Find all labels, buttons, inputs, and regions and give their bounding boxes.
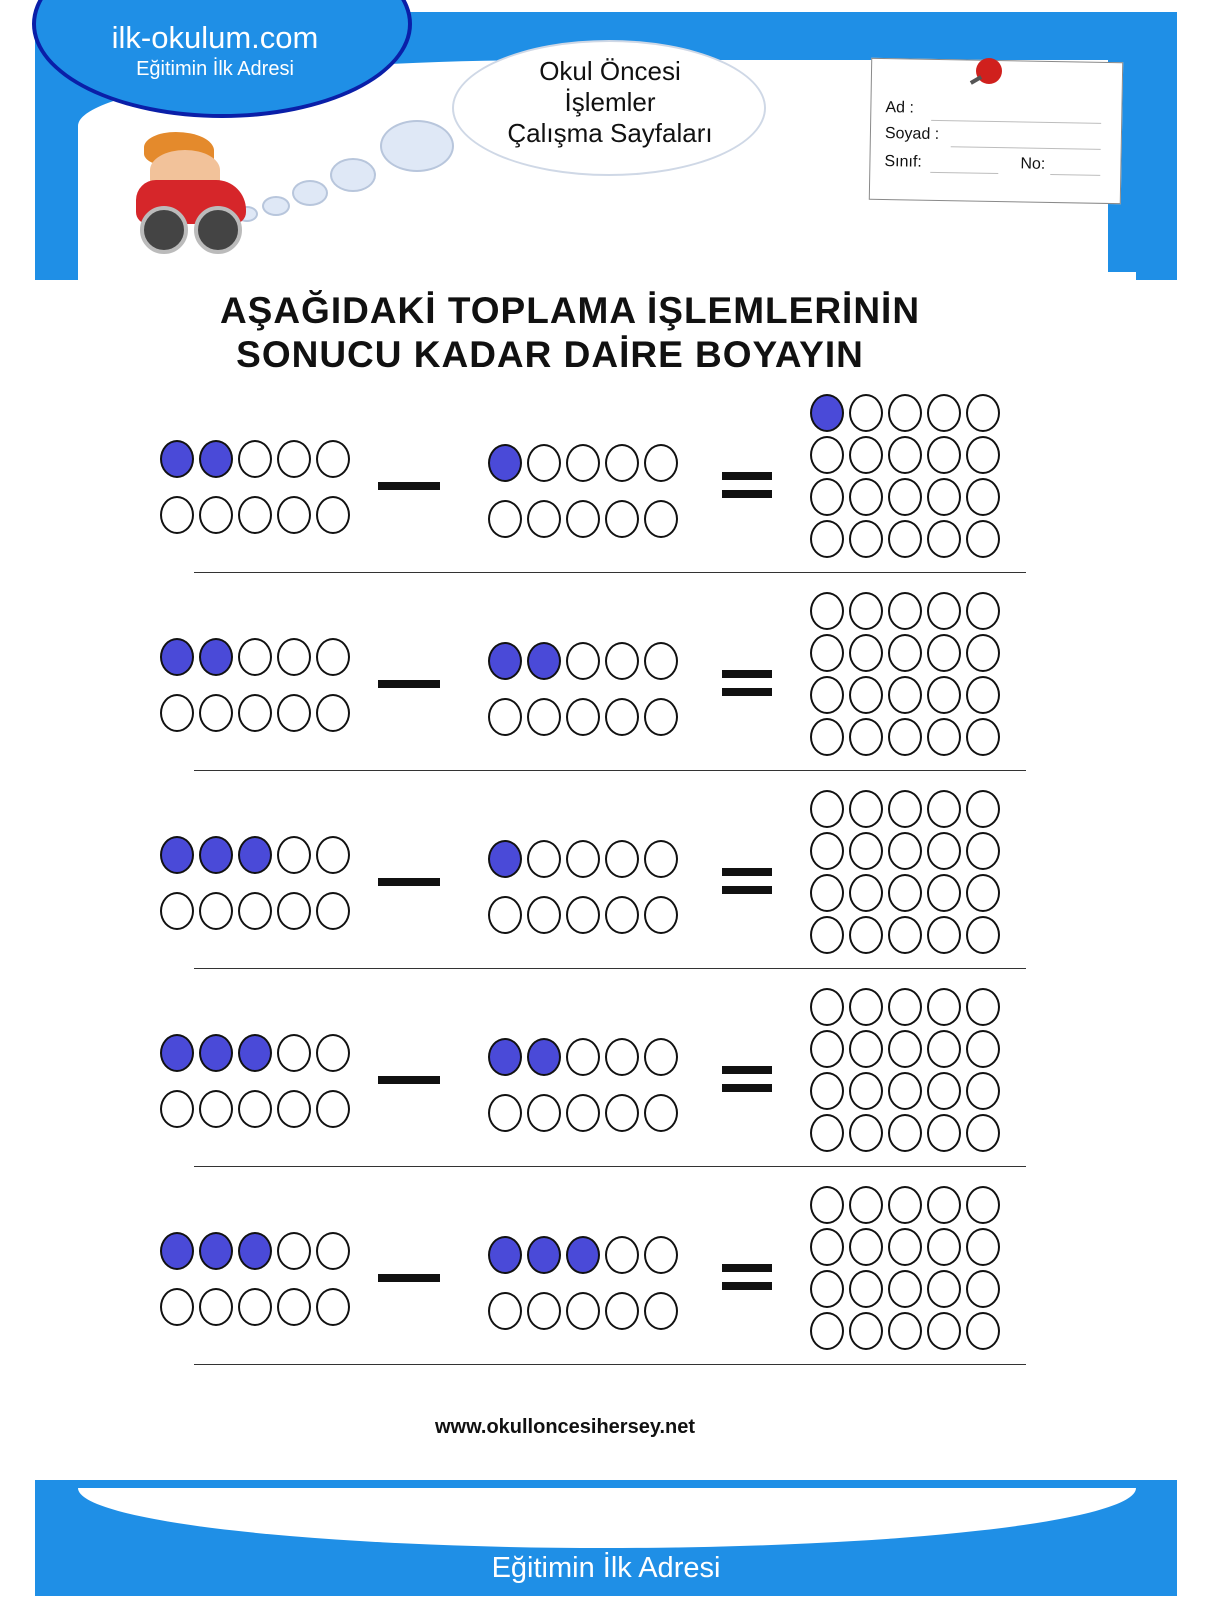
empty-circle[interactable]	[927, 1186, 961, 1224]
empty-circle[interactable]	[277, 1090, 311, 1128]
empty-circle[interactable]	[160, 496, 194, 534]
empty-circle[interactable]	[644, 1236, 678, 1274]
empty-circle[interactable]	[644, 642, 678, 680]
empty-circle[interactable]	[927, 1114, 961, 1152]
empty-circle[interactable]	[566, 1038, 600, 1076]
filled-circle[interactable]	[160, 440, 194, 478]
result-circles	[810, 790, 1004, 956]
empty-circle[interactable]	[849, 1072, 883, 1110]
empty-circle[interactable]	[888, 1312, 922, 1350]
empty-circle[interactable]	[927, 394, 961, 432]
empty-circle[interactable]	[316, 1288, 350, 1326]
first-operand-circles	[160, 638, 354, 732]
form-soyad-line[interactable]	[951, 146, 1101, 150]
empty-circle[interactable]	[605, 1094, 639, 1132]
filled-circle[interactable]	[488, 1038, 522, 1076]
empty-circle[interactable]	[160, 1090, 194, 1128]
empty-circle[interactable]	[849, 1228, 883, 1266]
empty-circle[interactable]	[927, 790, 961, 828]
row-separator	[194, 1166, 1026, 1167]
empty-circle[interactable]	[277, 1034, 311, 1072]
second-operand-circles	[488, 444, 682, 538]
empty-circle[interactable]	[527, 896, 561, 934]
empty-circle[interactable]	[566, 642, 600, 680]
empty-circle[interactable]	[527, 444, 561, 482]
thought-puff	[380, 120, 454, 172]
exercise-row	[0, 400, 1212, 590]
empty-circle[interactable]	[888, 916, 922, 954]
empty-circle[interactable]	[810, 520, 844, 558]
empty-circle[interactable]	[488, 500, 522, 538]
empty-circle[interactable]	[160, 1288, 194, 1326]
empty-circle[interactable]	[888, 634, 922, 672]
empty-circle[interactable]	[966, 592, 1000, 630]
empty-circle[interactable]	[849, 394, 883, 432]
empty-circle[interactable]	[927, 874, 961, 912]
empty-circle[interactable]	[888, 988, 922, 1026]
empty-circle[interactable]	[849, 1030, 883, 1068]
empty-circle[interactable]	[810, 676, 844, 714]
filled-circle[interactable]	[810, 394, 844, 432]
empty-circle[interactable]	[316, 892, 350, 930]
empty-circle[interactable]	[644, 840, 678, 878]
empty-circle[interactable]	[966, 832, 1000, 870]
empty-circle[interactable]	[849, 874, 883, 912]
empty-circle[interactable]	[966, 916, 1000, 954]
empty-circle[interactable]	[566, 1292, 600, 1330]
empty-circle[interactable]	[566, 896, 600, 934]
empty-circle[interactable]	[888, 790, 922, 828]
empty-circle[interactable]	[888, 592, 922, 630]
filled-circle[interactable]	[488, 840, 522, 878]
result-circles	[810, 592, 1004, 758]
empty-circle[interactable]	[199, 694, 233, 732]
empty-circle[interactable]	[927, 718, 961, 756]
second-operand-circles	[488, 1236, 682, 1330]
empty-circle[interactable]	[810, 478, 844, 516]
empty-circle[interactable]	[927, 832, 961, 870]
empty-circle[interactable]	[849, 1114, 883, 1152]
filled-circle[interactable]	[160, 638, 194, 676]
empty-circle[interactable]	[488, 1094, 522, 1132]
empty-circle[interactable]	[277, 638, 311, 676]
empty-circle[interactable]	[966, 1186, 1000, 1224]
result-circles	[810, 394, 1004, 560]
empty-circle[interactable]	[160, 892, 194, 930]
empty-circle[interactable]	[810, 1186, 844, 1224]
form-no-label: No:	[1020, 155, 1046, 173]
empty-circle[interactable]	[888, 1030, 922, 1068]
filled-circle[interactable]	[488, 642, 522, 680]
logo-subtitle: Eğitimin İlk Adresi	[136, 58, 294, 80]
filled-circle[interactable]	[160, 1034, 194, 1072]
equals-sign	[722, 670, 772, 696]
empty-circle[interactable]	[605, 1236, 639, 1274]
empty-circle[interactable]	[488, 896, 522, 934]
empty-circle[interactable]	[488, 1292, 522, 1330]
filled-circle[interactable]	[527, 642, 561, 680]
empty-circle[interactable]	[316, 1090, 350, 1128]
empty-circle[interactable]	[566, 1094, 600, 1132]
empty-circle[interactable]	[605, 444, 639, 482]
empty-circle[interactable]	[644, 444, 678, 482]
empty-circle[interactable]	[927, 592, 961, 630]
empty-circle[interactable]	[238, 1090, 272, 1128]
empty-circle[interactable]	[605, 1292, 639, 1330]
empty-circle[interactable]	[277, 694, 311, 732]
empty-circle[interactable]	[605, 1038, 639, 1076]
empty-circle[interactable]	[927, 436, 961, 474]
filled-circle[interactable]	[238, 1232, 272, 1270]
filled-circle[interactable]	[566, 1236, 600, 1274]
filled-circle[interactable]	[238, 836, 272, 874]
empty-circle[interactable]	[888, 394, 922, 432]
empty-circle[interactable]	[966, 1270, 1000, 1308]
empty-circle[interactable]	[644, 1094, 678, 1132]
empty-circle[interactable]	[316, 1232, 350, 1270]
empty-circle[interactable]	[810, 718, 844, 756]
empty-circle[interactable]	[849, 1312, 883, 1350]
cloud-text	[470, 56, 750, 149]
empty-circle[interactable]	[277, 892, 311, 930]
empty-circle[interactable]	[927, 1072, 961, 1110]
thought-puff	[330, 158, 376, 192]
empty-circle[interactable]	[849, 988, 883, 1026]
empty-circle[interactable]	[888, 520, 922, 558]
empty-circle[interactable]	[966, 1072, 1000, 1110]
empty-circle[interactable]	[605, 500, 639, 538]
filled-circle[interactable]	[199, 836, 233, 874]
empty-circle[interactable]	[810, 1114, 844, 1152]
empty-circle[interactable]	[927, 478, 961, 516]
filled-circle[interactable]	[199, 1232, 233, 1270]
first-operand-circles	[160, 1232, 354, 1326]
instruction-line2: SONUCU KADAR DAİRE BOYAYIN	[236, 334, 864, 375]
row-separator	[194, 1364, 1026, 1365]
empty-circle[interactable]	[927, 676, 961, 714]
empty-circle[interactable]	[644, 1038, 678, 1076]
empty-circle[interactable]	[199, 1288, 233, 1326]
empty-circle[interactable]	[810, 436, 844, 474]
empty-circle[interactable]	[316, 496, 350, 534]
website-text[interactable]: www.okulloncesihersey.net	[434, 1416, 696, 1438]
empty-circle[interactable]	[966, 1030, 1000, 1068]
empty-circle[interactable]	[238, 1288, 272, 1326]
row-separator	[194, 968, 1026, 969]
exercise-row	[0, 796, 1212, 986]
filled-circle[interactable]	[199, 638, 233, 676]
cloud-line3: Çalışma Sayfaları	[507, 118, 713, 148]
minus-sign	[378, 680, 440, 688]
filled-circle[interactable]	[238, 1034, 272, 1072]
empty-circle[interactable]	[238, 638, 272, 676]
empty-circle[interactable]	[849, 790, 883, 828]
push-pin-icon	[976, 58, 1002, 84]
filled-circle[interactable]	[488, 444, 522, 482]
empty-circle[interactable]	[316, 1034, 350, 1072]
form-ad-label: Ad :	[885, 99, 915, 117]
empty-circle[interactable]	[566, 840, 600, 878]
empty-circle[interactable]	[527, 500, 561, 538]
empty-circle[interactable]	[849, 592, 883, 630]
car-wheel-icon	[140, 206, 188, 254]
empty-circle[interactable]	[527, 1094, 561, 1132]
empty-circle[interactable]	[927, 634, 961, 672]
empty-circle[interactable]	[810, 988, 844, 1026]
first-operand-circles	[160, 836, 354, 930]
empty-circle[interactable]	[888, 1072, 922, 1110]
form-ad-line[interactable]	[931, 120, 1101, 124]
car-wheel-icon	[194, 206, 242, 254]
empty-circle[interactable]	[810, 592, 844, 630]
minus-sign	[378, 1076, 440, 1084]
empty-circle[interactable]	[238, 496, 272, 534]
instruction-line1: AŞAĞIDAKİ TOPLAMA İŞLEMLERİNİN	[219, 290, 921, 331]
empty-circle[interactable]	[316, 694, 350, 732]
empty-circle[interactable]	[810, 874, 844, 912]
empty-circle[interactable]	[888, 718, 922, 756]
filled-circle[interactable]	[527, 1236, 561, 1274]
form-sinif-label: Sınıf:	[884, 153, 922, 171]
empty-circle[interactable]	[849, 478, 883, 516]
filled-circle[interactable]	[527, 1038, 561, 1076]
empty-circle[interactable]	[849, 1270, 883, 1308]
empty-circle[interactable]	[888, 1228, 922, 1266]
empty-circle[interactable]	[927, 1228, 961, 1266]
empty-circle[interactable]	[888, 832, 922, 870]
empty-circle[interactable]	[849, 436, 883, 474]
empty-circle[interactable]	[810, 1072, 844, 1110]
result-circles	[810, 1186, 1004, 1352]
empty-circle[interactable]	[810, 634, 844, 672]
minus-sign	[378, 878, 440, 886]
empty-circle[interactable]	[277, 1232, 311, 1270]
empty-circle[interactable]	[849, 832, 883, 870]
empty-circle[interactable]	[888, 1270, 922, 1308]
empty-circle[interactable]	[849, 634, 883, 672]
empty-circle[interactable]	[527, 698, 561, 736]
form-sinif-line[interactable]	[930, 172, 998, 174]
filled-circle[interactable]	[199, 440, 233, 478]
filled-circle[interactable]	[199, 1034, 233, 1072]
empty-circle[interactable]	[888, 1186, 922, 1224]
empty-circle[interactable]	[527, 840, 561, 878]
empty-circle[interactable]	[927, 916, 961, 954]
empty-circle[interactable]	[927, 520, 961, 558]
empty-circle[interactable]	[527, 1292, 561, 1330]
empty-circle[interactable]	[605, 896, 639, 934]
empty-circle[interactable]	[966, 436, 1000, 474]
cloud-line1: Okul Öncesi	[539, 56, 681, 86]
empty-circle[interactable]	[605, 642, 639, 680]
empty-circle[interactable]	[966, 790, 1000, 828]
empty-circle[interactable]	[316, 440, 350, 478]
minus-sign	[378, 482, 440, 490]
empty-circle[interactable]	[605, 698, 639, 736]
empty-circle[interactable]	[644, 698, 678, 736]
empty-circle[interactable]	[277, 836, 311, 874]
empty-circle[interactable]	[888, 676, 922, 714]
empty-circle[interactable]	[199, 496, 233, 534]
empty-circle[interactable]	[277, 440, 311, 478]
empty-circle[interactable]	[566, 698, 600, 736]
empty-circle[interactable]	[966, 478, 1000, 516]
thought-puff	[262, 196, 290, 216]
empty-circle[interactable]	[927, 1312, 961, 1350]
second-operand-circles	[488, 840, 682, 934]
empty-circle[interactable]	[849, 1186, 883, 1224]
empty-circle[interactable]	[810, 1030, 844, 1068]
empty-circle[interactable]	[238, 440, 272, 478]
empty-circle[interactable]	[927, 1270, 961, 1308]
empty-circle[interactable]	[849, 520, 883, 558]
empty-circle[interactable]	[966, 718, 1000, 756]
empty-circle[interactable]	[316, 836, 350, 874]
empty-circle[interactable]	[644, 896, 678, 934]
empty-circle[interactable]	[888, 874, 922, 912]
empty-circle[interactable]	[605, 840, 639, 878]
empty-circle[interactable]	[927, 988, 961, 1026]
equals-sign	[722, 1066, 772, 1092]
empty-circle[interactable]	[849, 916, 883, 954]
equals-sign	[722, 868, 772, 894]
equals-sign	[722, 1264, 772, 1290]
empty-circle[interactable]	[966, 520, 1000, 558]
footer-subtitle: Eğitimin İlk Adresi	[491, 1552, 721, 1584]
empty-circle[interactable]	[810, 790, 844, 828]
logo-title: ilk-okulum.com	[111, 20, 319, 55]
empty-circle[interactable]	[238, 694, 272, 732]
empty-circle[interactable]	[199, 1090, 233, 1128]
empty-circle[interactable]	[277, 1288, 311, 1326]
empty-circle[interactable]	[927, 1030, 961, 1068]
empty-circle[interactable]	[277, 496, 311, 534]
equals-sign	[722, 472, 772, 498]
form-no-line[interactable]	[1050, 174, 1100, 176]
second-operand-circles	[488, 1038, 682, 1132]
empty-circle[interactable]	[888, 436, 922, 474]
empty-circle[interactable]	[966, 1114, 1000, 1152]
row-separator	[194, 770, 1026, 771]
cloud-line2: İşlemler	[564, 87, 656, 117]
filled-circle[interactable]	[160, 1232, 194, 1270]
empty-circle[interactable]	[810, 832, 844, 870]
empty-circle[interactable]	[160, 694, 194, 732]
empty-circle[interactable]	[810, 1228, 844, 1266]
empty-circle[interactable]	[810, 1312, 844, 1350]
empty-circle[interactable]	[849, 676, 883, 714]
empty-circle[interactable]	[888, 1114, 922, 1152]
exercise-row	[0, 598, 1212, 788]
empty-circle[interactable]	[966, 394, 1000, 432]
minus-sign	[378, 1274, 440, 1282]
empty-circle[interactable]	[316, 638, 350, 676]
filled-circle[interactable]	[488, 1236, 522, 1274]
empty-circle[interactable]	[566, 444, 600, 482]
empty-circle[interactable]	[644, 500, 678, 538]
empty-circle[interactable]	[966, 874, 1000, 912]
empty-circle[interactable]	[199, 892, 233, 930]
empty-circle[interactable]	[238, 892, 272, 930]
empty-circle[interactable]	[966, 634, 1000, 672]
empty-circle[interactable]	[644, 1292, 678, 1330]
row-separator	[194, 572, 1026, 573]
empty-circle[interactable]	[966, 1312, 1000, 1350]
footer-title: ilk-okulum.com	[472, 1504, 740, 1548]
exercise-row	[0, 994, 1212, 1184]
empty-circle[interactable]	[888, 478, 922, 516]
empty-circle[interactable]	[966, 1228, 1000, 1266]
exercise-row	[0, 1192, 1212, 1382]
empty-circle[interactable]	[966, 988, 1000, 1026]
empty-circle[interactable]	[966, 676, 1000, 714]
filled-circle[interactable]	[160, 836, 194, 874]
empty-circle[interactable]	[810, 1270, 844, 1308]
form-soyad-label: Soyad :	[884, 125, 940, 144]
first-operand-circles	[160, 1034, 354, 1128]
second-operand-circles	[488, 642, 682, 736]
empty-circle[interactable]	[849, 718, 883, 756]
empty-circle[interactable]	[810, 916, 844, 954]
first-operand-circles	[160, 440, 354, 534]
thought-puff	[292, 180, 328, 206]
result-circles	[810, 988, 1004, 1154]
empty-circle[interactable]	[566, 500, 600, 538]
empty-circle[interactable]	[488, 698, 522, 736]
